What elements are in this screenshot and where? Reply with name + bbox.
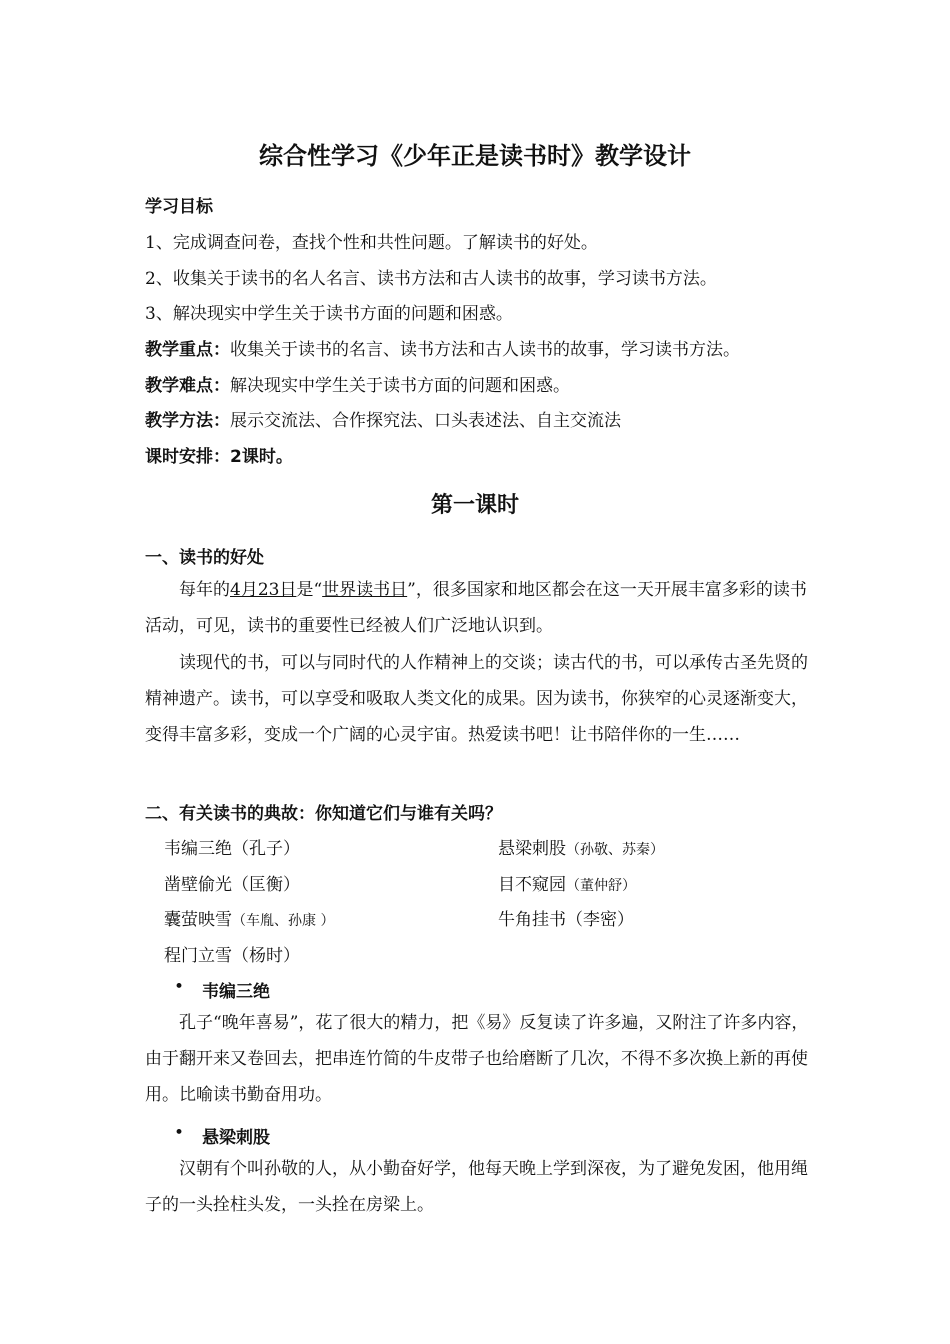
difficulty-label: 教学难点： [145, 376, 230, 396]
key-points-label: 教学重点： [145, 340, 230, 360]
p1-date: 4月23日 [230, 580, 297, 600]
idiom-item [498, 870, 636, 895]
schedule-text: 2课时。 [230, 447, 293, 467]
story-title: 韦编三绝 [202, 982, 270, 1002]
schedule-label: 课时安排： [145, 447, 230, 467]
idiom-name: 悬梁刺股 [498, 839, 566, 859]
lesson1-heading: 第一课时 [430, 493, 519, 518]
p1-day: 世界读书日 [322, 580, 408, 600]
idiom-person: （孔子） [232, 839, 300, 859]
idiom-name: 牛角挂书 [498, 910, 566, 930]
bullet-icon: • [174, 1123, 185, 1143]
idiom-person: （匡衡） [232, 875, 300, 895]
p1-pre: 每年的 [179, 580, 230, 600]
goal-item-3: 3、解决现实中学生关于读书方面的问题和困惑。 [145, 304, 513, 324]
idiom-name: 凿壁偷光 [164, 875, 232, 895]
bullet-icon: • [174, 977, 185, 997]
section1-paragraph-1 [145, 572, 810, 644]
idiom-item [498, 905, 634, 930]
idiom-item [164, 834, 300, 859]
idiom-person: （车胤、孙康 ） [232, 913, 335, 929]
difficulty-text: 解决现实中学生关于读书方面的问题和困惑。 [230, 376, 570, 396]
section2-heading: 二、有关读书的典故：你知道它们与谁有关吗？ [145, 804, 502, 824]
story-text: 孔子“晚年喜易”，花了很大的精力，把《易》反复读了许多遍，又附注了许多内容，由于翻开来又卷回去，把串连竹简的牛皮带子也给磨断了几次，不得不多次换上新的再使用。比喻读书勤奋用功。 [145, 1013, 809, 1105]
p1-post: ”，很多国家和地区都会在这一天开展丰富多彩的读书活动，可见，读书的重要性已经被人们广泛地认识到。 [145, 580, 807, 636]
section1-paragraph-2: 读现代的书，可以与同时代的人作精神上的交谈；读古代的书，可以承传古圣先贤的精神遗产。读书，可以享受和吸取人类文化的成果。因为读书，你狭窄的心灵逐渐变大，变得丰富多彩，变成一个广阔的心灵宇宙。热爱读书吧！让书陪伴你的一生…… [145, 653, 808, 745]
idiom-person: （孙敬、苏秦） [566, 842, 664, 858]
idiom-name: 韦编三绝 [164, 839, 232, 859]
idiom-item [498, 834, 664, 859]
method-label: 教学方法： [145, 411, 230, 431]
goals-heading: 学习目标 [145, 197, 213, 217]
idiom-name: 囊萤映雪 [164, 910, 232, 930]
key-points-line [145, 335, 740, 360]
method-line [145, 406, 621, 431]
goal-item-1: 1、完成调查问卷，查找个性和共性问题。了解读书的好处。 [145, 233, 598, 253]
idiom-item [164, 941, 300, 966]
p1-mid: 是“ [296, 580, 323, 600]
goal-item-2: 2、收集关于读书的名人名言、读书方法和古人读书的故事，学习读书方法。 [145, 269, 717, 289]
section1-heading: 一、读书的好处 [145, 548, 264, 568]
key-points-text: 收集关于读书的名言、读书方法和古人读书的故事，学习读书方法。 [230, 340, 740, 360]
idiom-person: （董仲舒） [566, 878, 636, 894]
method-text: 展示交流法、合作探究法、口头表述法、自主交流法 [230, 411, 621, 431]
story-text: 汉朝有个叫孙敬的人，从小勤奋好学，他每天晚上学到深夜，为了避免发困，他用绳子的一头拴柱头发，一头拴在房梁上。 [145, 1159, 808, 1215]
difficulty-line [145, 371, 570, 396]
document-title: 综合性学习《少年正是读书时》教学设计 [259, 142, 691, 170]
idiom-person: （杨时） [232, 946, 300, 966]
idiom-item [164, 870, 300, 895]
idiom-item [164, 905, 334, 930]
schedule-line [145, 442, 293, 467]
idiom-name: 程门立雪 [164, 946, 232, 966]
idiom-person: （李密） [566, 910, 634, 930]
story-title: 悬梁刺股 [202, 1128, 270, 1148]
idiom-name: 目不窥园 [498, 875, 566, 895]
